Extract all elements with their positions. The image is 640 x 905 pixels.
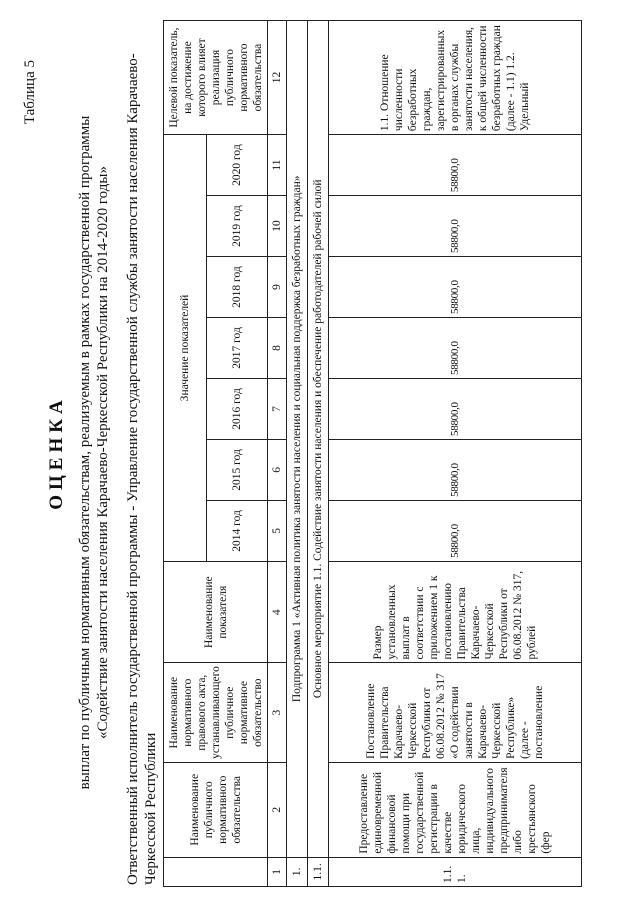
column-numbers-row — [268, 21, 287, 887]
row-value-2019: 58800,0 — [329, 196, 582, 257]
row-target-indicator: 1.1. Отношение численности безработных граждан, зарегистрированных в органах службы занятости населения, к общей численности безработных граждан (далее - 1.1) 1.2. Удельный — [329, 21, 582, 135]
main-event-title: Основное мероприятие 1.1. Содействие занятости населения и обеспечение работодателей рабочей силой — [308, 21, 329, 858]
header-indicator-name: Наименование показателя — [164, 561, 268, 663]
header-year-2016: 2016 год — [207, 378, 268, 439]
col-number: 4 — [268, 561, 287, 663]
col-number: 3 — [268, 663, 287, 762]
row-value-2018: 58800,0 — [329, 257, 582, 318]
header-year-2014: 2014 год — [207, 500, 268, 561]
header-year-2015: 2015 год — [207, 439, 268, 500]
col-number: 9 — [268, 257, 287, 318]
header-target-indicator: Целевой показатель, на достижение которого влияет реализация публичного нормативного обязательства — [164, 21, 268, 135]
row-value-2016: 58800,0 — [329, 378, 582, 439]
document-title: ОЦЕНКА — [46, 395, 67, 510]
subprogram-row — [287, 21, 308, 887]
col-number: 1 — [268, 857, 287, 886]
col-number: 12 — [268, 21, 287, 135]
row-value-2020: 58800,0 — [329, 135, 582, 196]
col-number: 8 — [268, 318, 287, 379]
responsible-executor: Ответственный исполнитель государственной программы - Управление государственной службы занятости населения Карачаево-Черкесской Республики — [125, 53, 159, 885]
header-obligation-name: Наименование публичного нормативного обязательства — [164, 762, 268, 857]
row-value-2014: 58800,0 — [329, 500, 582, 561]
subprogram-title: Подпрограмма 1 «Активная политика занятости населения и социальная поддержка безработных граждан» — [287, 21, 308, 858]
row-value-2017: 58800,0 — [329, 318, 582, 379]
header-year-2019: 2019 год — [207, 196, 268, 257]
header-year-2018: 2018 год — [207, 257, 268, 318]
row-legal-act: Постановление Правительства Карачаево-Черкесской Республики от 06.08.2012 № 317 «О содействии занятости в Карачаево-Черкесской Республике» (далее - постановление — [329, 663, 582, 762]
document-subtitle-line1: выплат по публичным нормативным обязательствам, реализуемым в рамках государственной программы — [77, 115, 93, 790]
col-number: 11 — [268, 135, 287, 196]
col-number: 7 — [268, 378, 287, 439]
col-number: 6 — [268, 439, 287, 500]
row-obligation: Предоставление единовременной финансовой помощи при государственной регистрации в качестве юридического лица, индивидуального предпринимателя либо крестьянского (фер — [329, 762, 582, 857]
row-num: 1.1. 1. — [329, 857, 582, 886]
col-number: 10 — [268, 196, 287, 257]
table-row — [329, 21, 582, 887]
header-year-2020: 2020 год — [207, 135, 268, 196]
subprogram-num: 1. — [287, 857, 308, 886]
row-indicator: Размер установленных выплат в соответствии с приложением 1 к постановлению Правительства Карачаево-Черкесской Республики от 06.08.2012 № 317, рублей — [329, 561, 582, 663]
payments-table — [163, 20, 582, 887]
table-number: Таблица 5 — [22, 60, 38, 125]
main-event-row — [308, 21, 329, 887]
header-year-2017: 2017 год — [207, 318, 268, 379]
row-value-2015: 58800,0 — [329, 439, 582, 500]
header-values-group: Значение показателей — [164, 135, 207, 562]
header-row — [164, 21, 207, 887]
document-subtitle-line2: «Содействие занятости населения Карачаево-Черкесской Республики на 2014-2020 годы» — [95, 166, 111, 739]
col-number: 2 — [268, 762, 287, 857]
main-event-num: 1.1. — [308, 857, 329, 886]
header-legal-act: Наименование нормативного правового акта, устанавливающего публичное нормативное обязательство — [164, 663, 268, 762]
header-num — [164, 857, 268, 886]
col-number: 5 — [268, 500, 287, 561]
